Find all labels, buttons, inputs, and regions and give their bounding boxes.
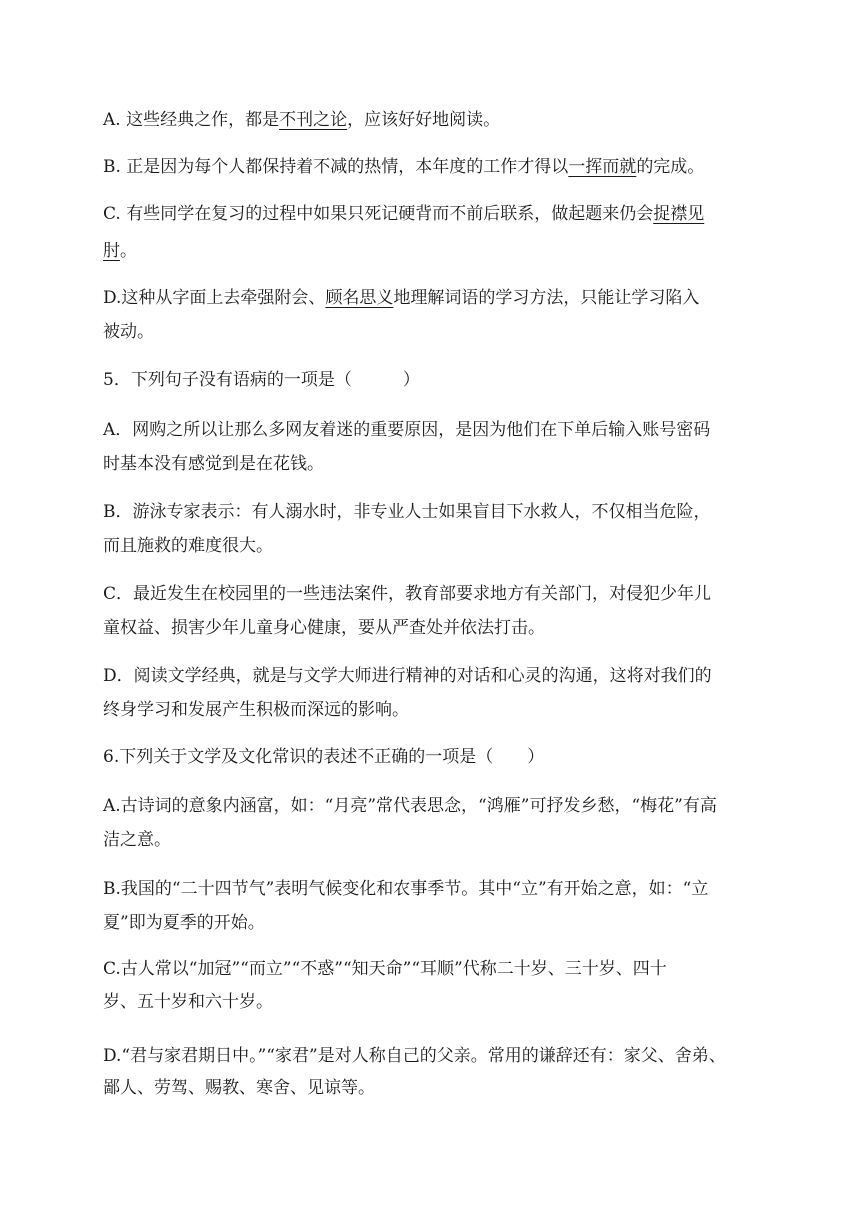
q5-option-b-line2: 而且施救的难度很大。 [103, 536, 273, 556]
q4-option-d-tail: 地理解词语的学习方法，只能让学习陷入 [393, 288, 700, 308]
q6-stem: 6.下列关于文学及文化常识的表述不正确的一项是（ ） [103, 747, 545, 767]
q4-option-d-line2: 被动。 [103, 322, 154, 342]
q4-option-a-underlined-term: 不刊之论 [279, 110, 348, 130]
q5-option-b-line1: B．游泳专家表示：有人溺水时，非专业人士如果盲目下水救人，不仅相当危险， [103, 502, 711, 522]
q4-option-c-line2 [103, 240, 763, 262]
q5-option-a-line1: A．网购之所以让那么多网友着迷的重要原因，是因为他们在下单后输入账号密码 [103, 420, 711, 440]
q5-option-d-line1: D．阅读文学经典，就是与文学大师进行精神的对话和心灵的沟通，这将对我们的 [103, 666, 712, 686]
q6-option-c-line2: 岁、五十岁和六十岁。 [103, 992, 273, 1012]
q4-option-b-underlined-term: 一挥而就 [568, 157, 637, 177]
q4-option-d [103, 287, 763, 309]
q4-option-b-tail: 的完成。 [636, 157, 705, 177]
q4-option-d-underlined-term: 顾名思义 [325, 288, 394, 308]
q6-option-b-line2: 夏”即为夏季的开始。 [103, 913, 265, 933]
q5-option-a-line2: 时基本没有感觉到是在花钱。 [103, 454, 324, 474]
q5-option-d-line2: 终身学习和发展产生积极而深远的影响。 [103, 700, 409, 720]
q6-option-d-line1: D.“君与家君期日中。”“家君”是对人称自己的父亲。常用的谦辞还有：家父、舍弟、 [103, 1046, 726, 1066]
q4-option-c-tail: 。 [120, 241, 137, 261]
q5-option-c-line2: 童权益、损害少年儿童身心健康，要从严查处并依法打击。 [103, 618, 545, 638]
q4-option-a [103, 109, 763, 131]
q6-option-d-line2: 鄙人、劳驾、赐教、寒舍、见谅等。 [103, 1078, 375, 1098]
q4-option-b [103, 156, 763, 178]
q4-option-d-text: D.这种从字面上去牵强附会、 [103, 288, 326, 308]
q6-option-b-line1: B.我国的“二十四节气”表明气候变化和农事季节。其中“立”有开始之意，如：“立 [103, 879, 709, 899]
q4-option-c [103, 203, 763, 225]
q4-option-a-text: A. 这些经典之作，都是 [103, 110, 280, 130]
q6-option-a-line2: 洁之意。 [103, 830, 171, 850]
q5-stem: 5．下列句子没有语病的一项是（ ） [103, 370, 420, 390]
q6-option-c-line1: C.古人常以“加冠”“而立”“不惑”“知天命”“耳顺”代称二十岁、三十岁、四十 [103, 959, 667, 979]
q6-option-a-line1: A.古诗词的意象内涵富，如：“月亮”常代表思念，“鸿雁”可抒发乡愁，“梅花”有高 [103, 796, 717, 816]
q4-option-a-tail: ，应该好好地阅读。 [347, 110, 501, 130]
q4-option-c-text: C. 有些同学在复习的过程中如果只死记硬背而不前后联系，做起题来仍会 [103, 204, 654, 224]
q4-option-c-underlined-term-part2: 肘 [103, 241, 120, 261]
q4-option-c-underlined-term-part1: 捉襟见 [653, 204, 705, 224]
q4-option-b-text: B. 正是因为每个人都保持着不减的热情，本年度的工作才得以 [103, 157, 569, 177]
q5-option-c-line1: C．最近发生在校园里的一些违法案件，教育部要求地方有关部门，对侵犯少年儿 [103, 584, 712, 604]
